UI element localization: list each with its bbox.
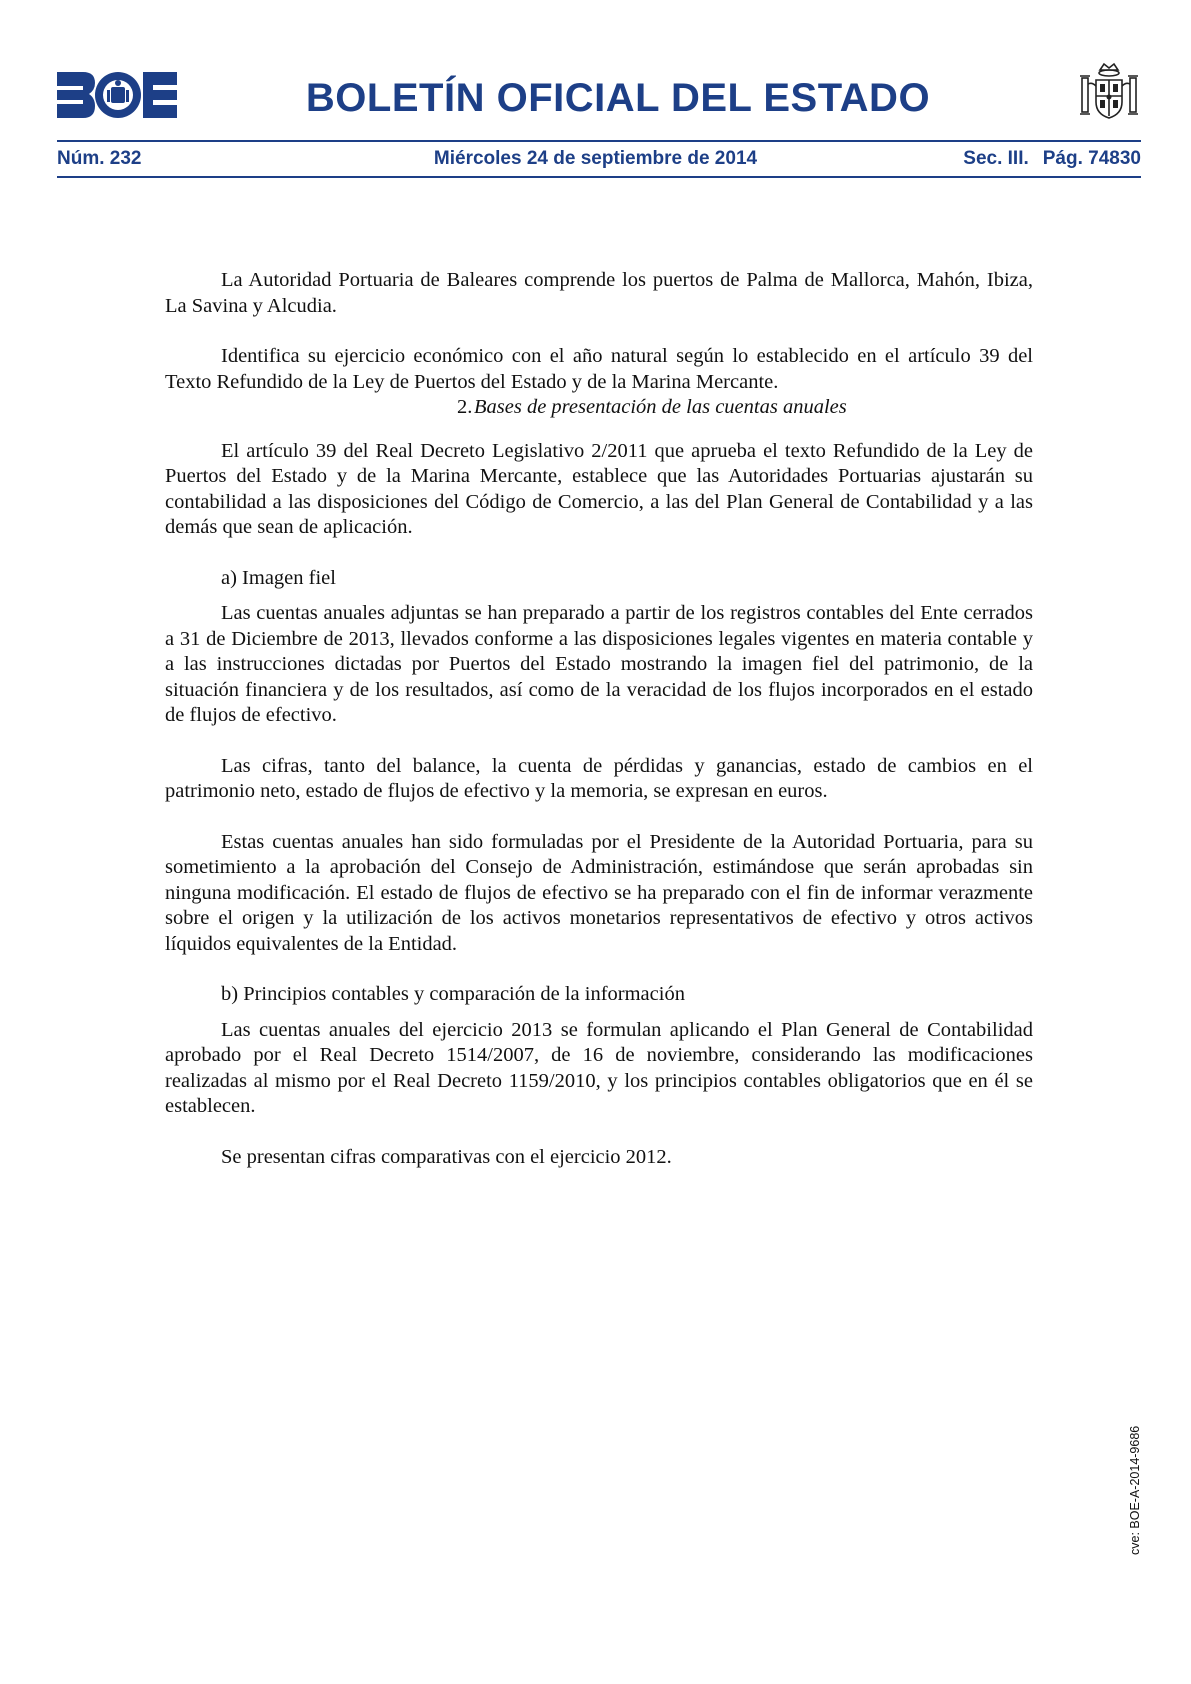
page-number: Pág. 74830	[1042, 148, 1141, 169]
header-rule-bottom	[57, 176, 1141, 178]
header-rule-top	[57, 140, 1141, 142]
subheading-a: a) Imagen fiel	[221, 566, 336, 589]
paragraph: Las cuentas anuales adjuntas se han preparado a partir de los registros contables del Ente cerrados a 31 de Diciembre de 2013, llevados conforme a las disposiciones legales vigentes en materia contable y a las instrucciones dictadas por Puertos del Estado mostrando la imagen fiel del patrimonio, de la situación financiera y de los resultados, así como de la veracidad de los flujos incorporados en el estado de flujos de efectivo.	[165, 602, 1033, 726]
paragraph: Estas cuentas anuales han sido formuladas por el Presidente de la Autoridad Portuaria, para su sometimiento a la aprobación del Consejo de Administración, estimándose que serán aprobadas sin ninguna modificación. El estado de flujos de efectivo se ha preparado con el fin de informar verazmente sobre el origen y la utilización de los activos monetarios representativos de efectivo y otros activos líquidos equivalentes de la Entidad.	[165, 830, 1033, 955]
boe-logo-icon	[57, 72, 177, 118]
section-number: 2.	[457, 396, 473, 418]
issue-date: Miércoles 24 de septiembre de 2014	[433, 148, 758, 169]
cve-code: cve: BOE-A-2014-9686	[1128, 1425, 1142, 1555]
coat-of-arms-icon	[1076, 60, 1142, 126]
paragraph: Las cuentas anuales del ejercicio 2013 se formulan aplicando el Plan General de Contabilidad aprobado por el Real Decreto 1514/2007, de 16 de noviembre, considerando las modificaciones realizadas al mismo por el Real Decreto 1159/2010, y los principios contables obligatorios que en él se establecen.	[165, 1018, 1033, 1117]
paragraph: Identifica su ejercicio económico con el año natural según lo establecido en el artículo 39 del Texto Refundido de la Ley de Puertos del Estado y de la Marina Mercante.	[165, 345, 1033, 393]
paragraph: Las cifras, tanto del balance, la cuenta de pérdidas y ganancias, estado de cambios en el patrimonio neto, estado de flujos de efectivo y la memoria, se expresan en euros.	[165, 754, 1033, 802]
subheading-b: b) Principios contables y comparación de la información	[221, 983, 685, 1005]
section-heading	[165, 395, 1033, 421]
section-page	[963, 145, 1141, 173]
section-title: Bases de presentación de las cuentas anuales	[474, 396, 847, 418]
issue-number: Núm. 232	[57, 148, 142, 169]
boe-logo	[57, 72, 177, 118]
document-body	[165, 268, 1033, 1170]
section-label: Sec. III.	[963, 148, 1029, 169]
paragraph: La Autoridad Portuaria de Baleares comprende los puertos de Palma de Mallorca, Mahón, Ibiza, La Savina y Alcudia.	[165, 269, 1033, 317]
paragraph: El artículo 39 del Real Decreto Legislativo 2/2011 que aprueba el texto Refundido de la Ley de Puertos del Estado y de la Marina Mercante, establece que las Autoridades Portuarias ajustarán su contabilidad a las disposiciones del Código de Comercio, a las del Plan General de Contabilidad y a las demás que sean de aplicación.	[165, 439, 1033, 538]
page-title: BOLETÍN OFICIAL DEL ESTADO	[305, 76, 931, 120]
paragraph: Se presentan cifras comparativas con el ejercicio 2012.	[221, 1145, 672, 1168]
